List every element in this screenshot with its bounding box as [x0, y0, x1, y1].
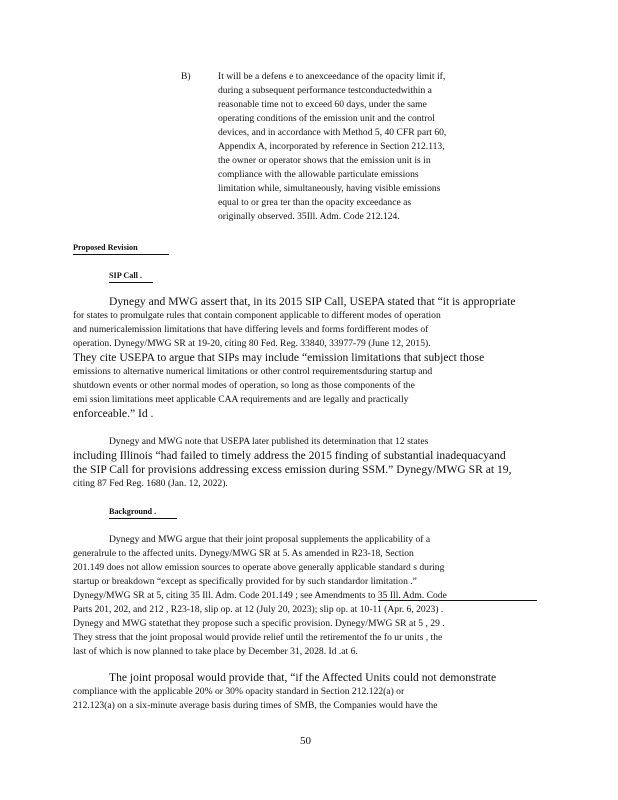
paragraph-line: enforceable.” Id .	[73, 407, 154, 420]
paragraph-line: Dynegy and MWG argue that their joint proposal supplements the applicability of a	[109, 534, 431, 545]
heading-underline	[109, 282, 153, 283]
paragraph-line: for states to promulgate rules that contain component applicable to different modes of operation	[73, 310, 441, 321]
paragraph-line: generalrule to the affected units. Dynegy/MWG SR at 5. As amended in R23-18, Section	[73, 548, 414, 559]
paragraph-line: Dynegy and MWG note that USEPA later published its determination that 12 states	[109, 436, 429, 447]
quote-line: originally observed. 35Ill. Adm. Code 212.124.	[218, 211, 400, 222]
quote-line: during a subsequent performance testconductedwithin a	[218, 85, 432, 96]
heading-sip-call: SIP Call .	[109, 271, 142, 280]
paragraph-line: emissions to alternative numerical limitations or other control requirementsduring startup and	[73, 366, 433, 377]
quote-line: operating conditions of the emission unit and the control	[218, 113, 435, 124]
paragraph-line: citing 87 Fed Reg. 1680 (Jan. 12, 2022).	[73, 478, 228, 489]
paragraph-line: including Illinois “had failed to timely address the 2015 finding of substantial inadequacyand	[73, 449, 506, 462]
quote-line: compliance with the allowable particulate emissions	[218, 169, 419, 180]
heading-background: Background .	[109, 507, 157, 516]
paragraph-line: startup or breakdown “except as specifically provided for by such standardor limitation .”	[73, 576, 417, 587]
quote-line: devices, and in accordance with Method 5, 40 CFR part 60,	[218, 127, 447, 138]
paragraph-line: Dynegy and MWG assert that, in its 2015 SIP Call, USEPA stated that “it is appropriate	[109, 295, 516, 308]
paragraph-line: They cite USEPA to argue that SIPs may include “emission limitations that subject those	[73, 351, 485, 364]
paragraph-line: the SIP Call for provisions addressing excess emission during SSM.” Dynegy/MWG SR at 19,	[73, 463, 512, 476]
paragraph-line: operation. Dynegy/MWG SR at 19-20, citing 80 Fed. Reg. 33840, 33977-79 (June 12, 2015).	[73, 338, 431, 349]
paragraph-line: and numericalemission limitations that have differing levels and forms fordifferent modes of	[73, 324, 429, 335]
list-marker-b: B)	[181, 71, 191, 82]
paragraph-line: shutdown events or other normal modes of operation, so long as those components of the	[73, 380, 415, 391]
paragraph-line: 212.123(a) on a six-minute average basis during times of SMB, the Companies would have the	[73, 700, 438, 711]
heading-proposed-revision: Proposed Revision	[73, 243, 138, 252]
quote-line: the owner or operator shows that the emission unit is in	[218, 155, 431, 166]
citation-underline	[378, 600, 537, 601]
paragraph-line: Dynegy/MWG SR at 5, citing 35 Ill. Adm. Code 201.149 ; see Amendments to 35 Ill. Adm. Code	[73, 590, 447, 601]
quote-line: Appendix A, incorporated by reference in Section 212.113,	[218, 141, 445, 152]
paragraph-line: Parts 201, 202, and 212 , R23-18, slip op. at 12 (July 20, 2023); slip op. at 10-11 (Apr. 6, 2023) .	[73, 604, 444, 615]
paragraph-line: 201.149 does not allow emission sources to operate above generally applicable standard s during	[73, 562, 445, 573]
page-number: 50	[300, 735, 311, 747]
paragraph-line: emi ssion limitations meet applicable CAA requirements and are legally and practically	[73, 394, 409, 405]
heading-underline	[73, 254, 169, 255]
paragraph-line: They stress that the joint proposal would provide relief until the retirementof the fo ur units , the	[73, 632, 443, 643]
paragraph-line: last of which is now planned to take place by December 31, 2028. Id .at 6.	[73, 646, 358, 657]
heading-underline	[109, 518, 177, 519]
quote-line: reasonable time not to exceed 60 days, under the same	[218, 99, 427, 110]
quote-line: limitation while, simultaneously, having visible emissions	[218, 183, 441, 194]
paragraph-line: The joint proposal would provide that, “if the Affected Units could not demonstrate	[109, 671, 497, 684]
quote-line: equal to or grea ter than the opacity exceedance as	[218, 197, 412, 208]
quote-line: It will be a defens e to anexceedance of the opacity limit if,	[218, 71, 446, 82]
paragraph-line: compliance with the applicable 20% or 30% opacity standard in Section 212.122(a) or	[73, 686, 405, 697]
paragraph-line: Dynegy and MWG statethat they propose such a specific provision. Dynegy/MWG SR at 5 , 29 .	[73, 618, 445, 629]
